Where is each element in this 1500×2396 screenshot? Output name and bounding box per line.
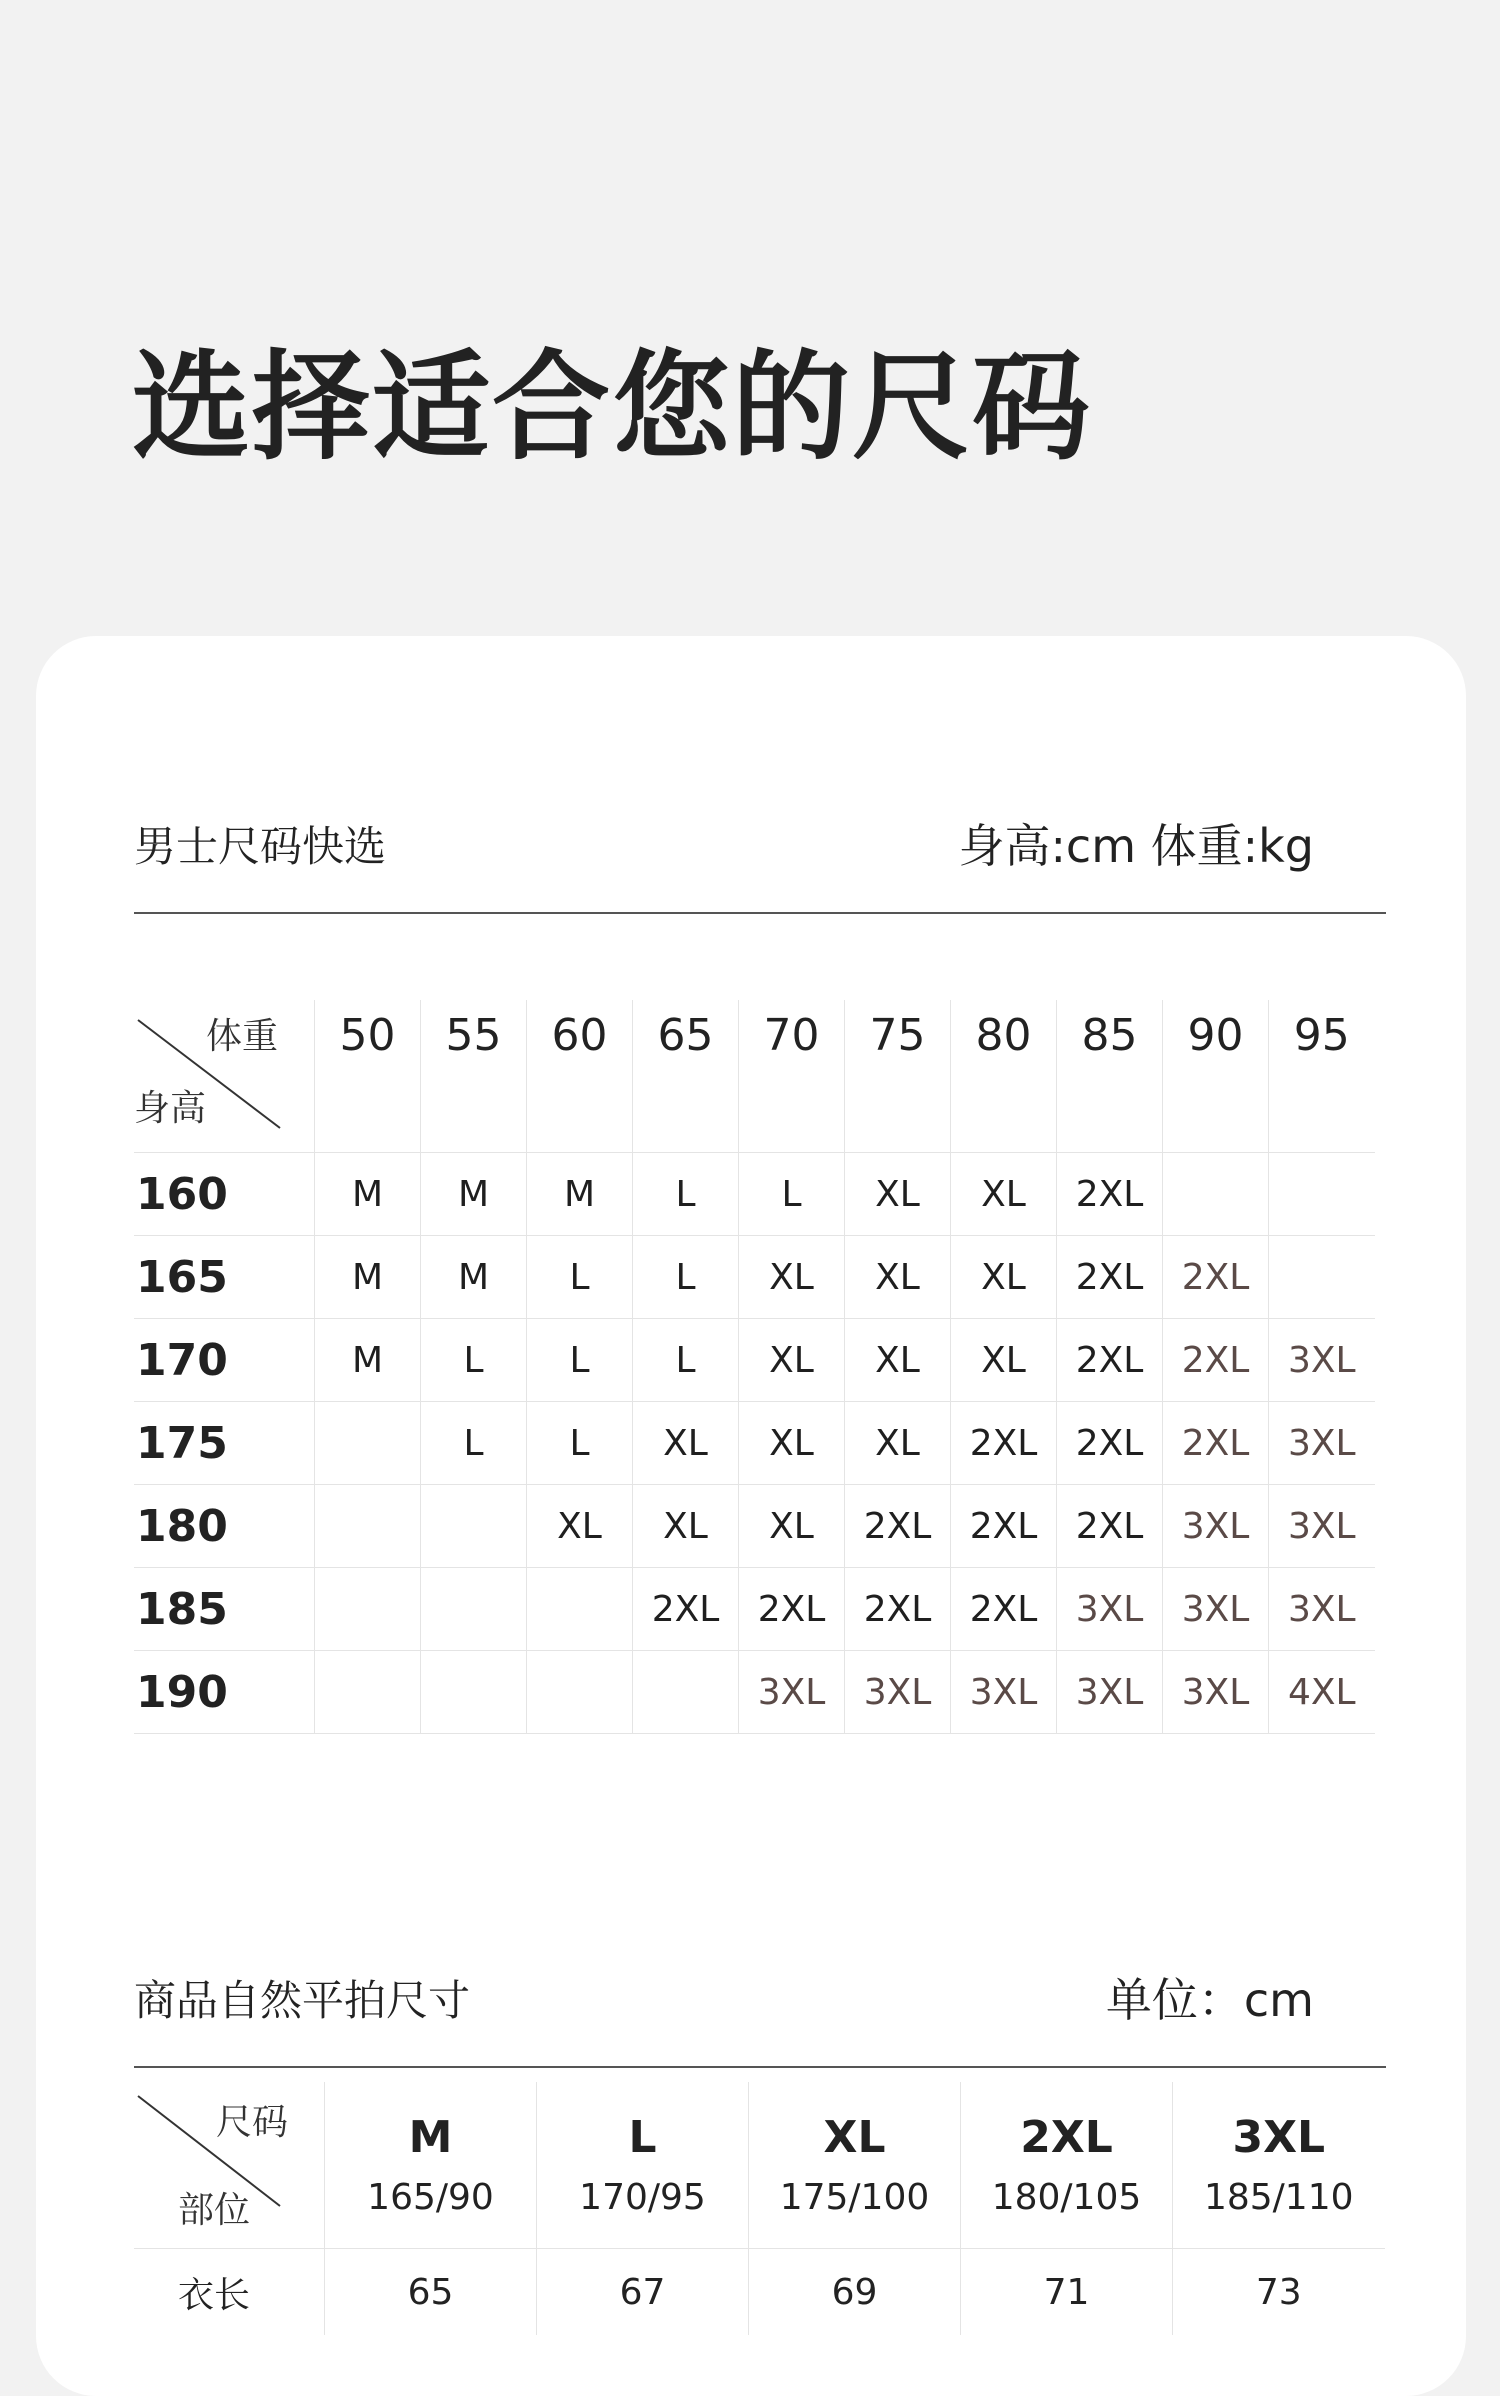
size-row: [134, 1402, 1375, 1485]
size-cell: XL: [739, 1402, 845, 1485]
size-cell: XL: [845, 1402, 951, 1485]
size-cell: L: [527, 1319, 633, 1402]
size-cell: 2XL: [739, 1568, 845, 1651]
height-label: 175: [134, 1402, 315, 1485]
corner-cell: [134, 1000, 315, 1153]
size-cell: XL: [845, 1153, 951, 1236]
size-row: [134, 1319, 1375, 1402]
size-cell: 3XL: [951, 1651, 1057, 1734]
size-cell: XL: [633, 1485, 739, 1568]
size-cell: 2XL: [951, 1485, 1057, 1568]
size-cell: 2XL: [1057, 1402, 1163, 1485]
size-cell: 2XL: [951, 1402, 1057, 1485]
size-cell: 2XL: [633, 1568, 739, 1651]
corner-height-label: 身高: [134, 1088, 207, 1129]
size-cell: XL: [951, 1319, 1057, 1402]
size-cell: [315, 1568, 421, 1651]
size-cell: L: [633, 1236, 739, 1319]
size-cell: 2XL: [1163, 1236, 1269, 1319]
weight-header: 55: [421, 1000, 527, 1153]
size-cell: [527, 1651, 633, 1734]
size-cell: 2XL: [845, 1485, 951, 1568]
measurement-value: 73: [1173, 2249, 1385, 2336]
size-cell: M: [421, 1236, 527, 1319]
size-row: [134, 1153, 1375, 1236]
size-cell: 3XL: [1163, 1485, 1269, 1568]
size-name: 2XL: [1020, 2112, 1113, 2163]
size-cell: 3XL: [1163, 1651, 1269, 1734]
size-cell: 3XL: [739, 1651, 845, 1734]
weight-header: 75: [845, 1000, 951, 1153]
size-cell: 4XL: [1269, 1651, 1375, 1734]
measurement-value: 71: [961, 2249, 1173, 2336]
height-label: 190: [134, 1651, 315, 1734]
size-name: M: [408, 2112, 453, 2163]
size-cell: L: [527, 1236, 633, 1319]
size-cell: 3XL: [1057, 1651, 1163, 1734]
size-column-header: [961, 2082, 1173, 2249]
size-cell: XL: [739, 1236, 845, 1319]
corner-cell: [134, 2082, 325, 2249]
measurements-header: [134, 1926, 1386, 2068]
measurement-value: 65: [325, 2249, 537, 2336]
height-label: 165: [134, 1236, 315, 1319]
size-guide-card: [36, 636, 1466, 2396]
size-cell: [527, 1568, 633, 1651]
size-cell: 2XL: [1057, 1319, 1163, 1402]
size-name: 3XL: [1232, 2112, 1326, 2163]
corner-size-label: 尺码: [215, 2102, 288, 2143]
size-cell: XL: [739, 1319, 845, 1402]
size-column-header: [1173, 2082, 1385, 2249]
size-cell: 2XL: [845, 1568, 951, 1651]
size-column-header: [749, 2082, 961, 2249]
size-cell: L: [527, 1402, 633, 1485]
measurement-value: 69: [749, 2249, 961, 2336]
size-spec: 175/100: [779, 2177, 930, 2218]
size-cell: [315, 1485, 421, 1568]
weight-header: 80: [951, 1000, 1057, 1153]
size-cell: [421, 1651, 527, 1734]
size-cell: M: [315, 1236, 421, 1319]
size-cell: [1269, 1236, 1375, 1319]
size-cell: L: [421, 1319, 527, 1402]
weight-header: 60: [527, 1000, 633, 1153]
size-cell: XL: [527, 1485, 633, 1568]
height-label: 180: [134, 1485, 315, 1568]
size-cell: M: [315, 1153, 421, 1236]
size-cell: [315, 1402, 421, 1485]
size-cell: XL: [951, 1236, 1057, 1319]
size-cell: M: [527, 1153, 633, 1236]
quick-select-title: 男士尺码快选: [134, 822, 387, 871]
height-label: 170: [134, 1319, 315, 1402]
corner-weight-label: 体重: [205, 1016, 278, 1057]
page-title: 选择适合您的尺码: [132, 338, 1093, 476]
size-spec: 170/95: [579, 2177, 706, 2218]
size-row: [134, 1568, 1375, 1651]
size-cell: [633, 1651, 739, 1734]
size-column-header: [325, 2082, 537, 2249]
weight-header: 85: [1057, 1000, 1163, 1153]
size-cell: 3XL: [845, 1651, 951, 1734]
quick-select-unit: 身高:cm 体重:kg: [958, 819, 1314, 873]
size-cell: M: [421, 1153, 527, 1236]
size-header-row: [134, 2082, 1385, 2249]
size-row: [134, 1651, 1375, 1734]
size-cell: 2XL: [1163, 1402, 1269, 1485]
size-cell: 3XL: [1163, 1568, 1269, 1651]
size-column-header: [537, 2082, 749, 2249]
weight-header-row: [134, 1000, 1375, 1153]
size-cell: 2XL: [1057, 1485, 1163, 1568]
size-cell: L: [633, 1153, 739, 1236]
height-label: 185: [134, 1568, 315, 1651]
size-cell: [421, 1568, 527, 1651]
size-spec: 180/105: [991, 2177, 1142, 2218]
quick-select-header: [134, 772, 1386, 914]
size-name: XL: [823, 2112, 886, 2163]
weight-header: 95: [1269, 1000, 1375, 1153]
size-cell: [315, 1651, 421, 1734]
size-cell: 3XL: [1057, 1568, 1163, 1651]
weight-header: 90: [1163, 1000, 1269, 1153]
size-cell: L: [739, 1153, 845, 1236]
quick-select-table: [134, 1000, 1375, 1734]
size-cell: L: [421, 1402, 527, 1485]
size-cell: XL: [739, 1485, 845, 1568]
size-cell: XL: [845, 1236, 951, 1319]
size-cell: 2XL: [1163, 1319, 1269, 1402]
size-row: [134, 1485, 1375, 1568]
weight-header: 50: [315, 1000, 421, 1153]
size-cell: XL: [633, 1402, 739, 1485]
size-cell: [1269, 1153, 1375, 1236]
measurement-row: [134, 2249, 1385, 2336]
size-cell: M: [315, 1319, 421, 1402]
size-cell: L: [633, 1319, 739, 1402]
size-cell: 2XL: [1057, 1153, 1163, 1236]
size-spec: 185/110: [1203, 2177, 1354, 2218]
weight-header: 65: [633, 1000, 739, 1153]
size-cell: XL: [951, 1153, 1057, 1236]
weight-header: 70: [739, 1000, 845, 1153]
size-cell: 3XL: [1269, 1402, 1375, 1485]
size-cell: 2XL: [1057, 1236, 1163, 1319]
height-label: 160: [134, 1153, 315, 1236]
corner-part-label: 部位: [178, 2190, 251, 2231]
size-cell: XL: [845, 1319, 951, 1402]
measurements-table: [134, 2082, 1385, 2335]
size-row: [134, 1236, 1375, 1319]
size-name: L: [628, 2112, 657, 2163]
part-label: 衣长: [178, 2274, 251, 2316]
measurements-title: 商品自然平拍尺寸: [134, 1976, 471, 2025]
size-cell: 3XL: [1269, 1568, 1375, 1651]
size-spec: 165/90: [367, 2177, 494, 2218]
size-cell: [1163, 1153, 1269, 1236]
size-cell: [421, 1485, 527, 1568]
size-cell: 3XL: [1269, 1319, 1375, 1402]
measurement-value: 67: [537, 2249, 749, 2336]
size-cell: 3XL: [1269, 1485, 1375, 1568]
measurements-unit: 单位：cm: [1105, 1973, 1314, 2027]
size-cell: 2XL: [951, 1568, 1057, 1651]
